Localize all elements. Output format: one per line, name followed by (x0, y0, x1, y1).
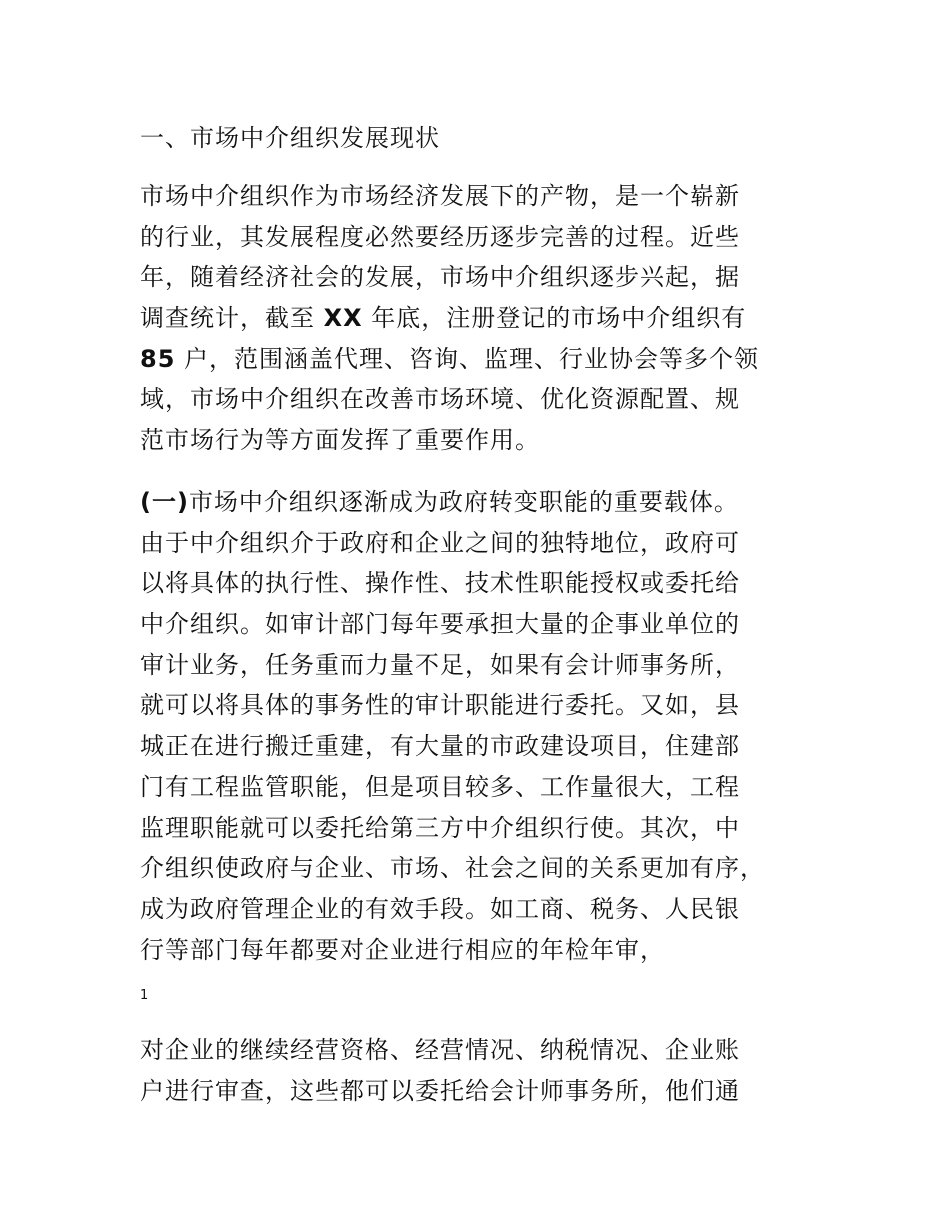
text-line (140, 482, 820, 523)
text-line: 的行业，其发展程度必然要经历逐步完善的过程。近些 (140, 222, 740, 251)
text-segment: 调查统计，截至 (140, 304, 324, 333)
text-line: 门有工程监管职能，但是项目较多、工作量很大，工程 (140, 772, 740, 801)
text-line (140, 339, 820, 380)
text-line: 就可以将具体的事务性的审计职能进行委托。又如，县 (140, 691, 740, 720)
text-line: 中介组织。如审计部门每年要承担大量的企事业单位的 (140, 610, 740, 639)
paragraph-continued (140, 1030, 820, 1111)
bold-year-placeholder: XX (323, 304, 363, 333)
text-segment: 年底，注册登记的市场中介组织有 (362, 304, 747, 333)
text-line: 市场中介组织作为市场经济发展下的产物，是一个崭新 (140, 182, 740, 210)
text-line: 成为政府管理企业的有效手段。如工商、税务、人民银 (140, 894, 740, 923)
text-line: 对企业的继续经营资格、经营情况、纳税情况、企业账 (140, 1036, 740, 1064)
page-number: 1 (140, 988, 149, 1003)
paragraph-subsection-one (140, 482, 820, 970)
section-heading: 一、市场中介组织发展现状 (140, 124, 440, 152)
text-line (140, 298, 820, 339)
text-line: 域，市场中介组织在改善市场环境、优化资源配置、规 (140, 385, 740, 414)
text-line: 由于中介组织介于政府和企业之间的独特地位，政府可 (140, 528, 740, 557)
paragraph-status-overview (140, 176, 820, 461)
text-line: 以将具体的执行性、操作性、技术性职能授权或委托给 (140, 569, 740, 598)
bold-count: 85 (140, 344, 176, 373)
text-line: 城正在进行搬迁重建，有大量的市政建设项目，住建部 (140, 732, 740, 761)
text-line: 监理职能就可以委托给第三方中介组织行使。其次，中 (140, 813, 740, 842)
text-segment: 户，范围涵盖代理、咨询、监理、行业协会等多个领 (175, 344, 760, 373)
text-line: 介组织使政府与企业、市场、社会之间的关系更加有序， (140, 854, 765, 883)
subsection-number: (一) (140, 488, 189, 516)
text-line: 行等部门每年都要对企业进行相应的年检年审， (140, 935, 665, 964)
text-line: 范市场行为等方面发挥了重要作用。 (140, 426, 540, 455)
text-line: 年，随着经济社会的发展，市场中介组织逐步兴起，据 (140, 263, 740, 292)
text-line: 审计业务，任务重而力量不足，如果有会计师事务所， (140, 650, 740, 679)
subsection-title: 市场中介组织逐渐成为政府转变职能的重要载体。 (188, 488, 739, 516)
text-line: 户进行审查，这些都可以委托给会计师事务所，他们通 (140, 1076, 740, 1105)
